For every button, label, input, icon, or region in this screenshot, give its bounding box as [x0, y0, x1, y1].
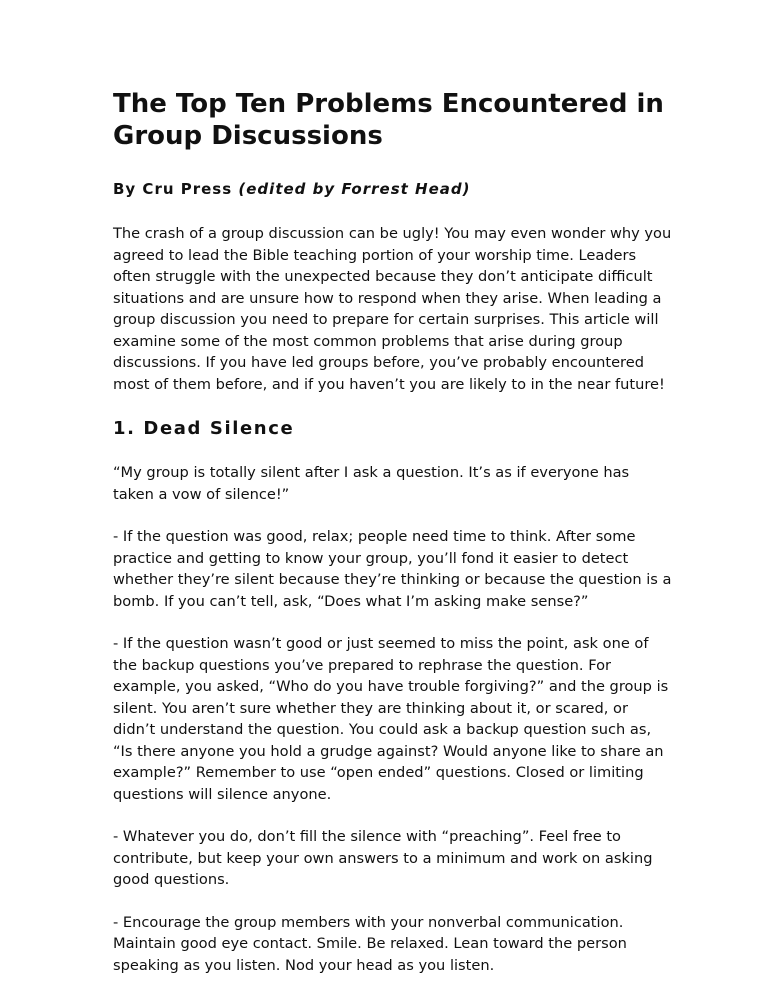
section-paragraph: - Encourage the group members with your nonverbal communication. Maintain good eye contact. Smile. Be relaxed. Lean toward the person speaking as you listen. Nod your head as you listen.	[113, 913, 627, 974]
section-quote: “My group is totally silent after I ask a question. It’s as if everyone has taken a vow of silence!”	[113, 464, 630, 503]
byline-author: By Cru Press	[113, 180, 233, 198]
byline-editor: (edited by Forrest Head)	[238, 180, 471, 198]
section-heading-dead-silence: 1. Dead Silence	[113, 418, 295, 439]
section-paragraph: - If the question was good, relax; people need time to think. After some practice and getting to know your group, you’ll fond it easier to detect whether they’re silent because they’re thinking or because the question is a bomb. If you can’t tell, ask, “Does what I’m asking make sense?”	[113, 528, 672, 610]
section-paragraph: - If the question wasn’t good or just seemed to miss the point, ask one of the backup questions you’ve prepared to rephrase the question. For example, you asked, “Who do you have trouble forgiving?” and the group is silent. You aren’t sure whether they are thinking about it, or scared, or didn’t understand the question. You could ask a backup question such as, “Is there anyone you hold a grudge against? Would anyone like to share an example?” Remember to use “open ended” questions. Closed or limiting questions will silence anyone.	[113, 635, 669, 803]
intro-paragraph: The crash of a group discussion can be ugly! You may even wonder why you agreed to lead the Bible teaching portion of your worship time. Leaders often struggle with the unexpected because they don’t anticipate difficult situations and are unsure how to respond when they arise. When leading a group discussion you need to prepare for certain surprises. This article will examine some of the most common problems that arise during group discussions. If you have led groups before, you’ve probably encountered most of them before, and if you haven’t you are likely to in the near future!	[113, 225, 672, 393]
article-title: The Top Ten Problems Encountered in Group Discussions	[113, 89, 664, 151]
section-paragraph: - Whatever you do, don’t fill the silence with “preaching”. Feel free to contribute, but keep your own answers to a minimum and work on asking good questions.	[113, 828, 653, 888]
document-page	[113, 88, 673, 976]
byline	[113, 179, 673, 199]
